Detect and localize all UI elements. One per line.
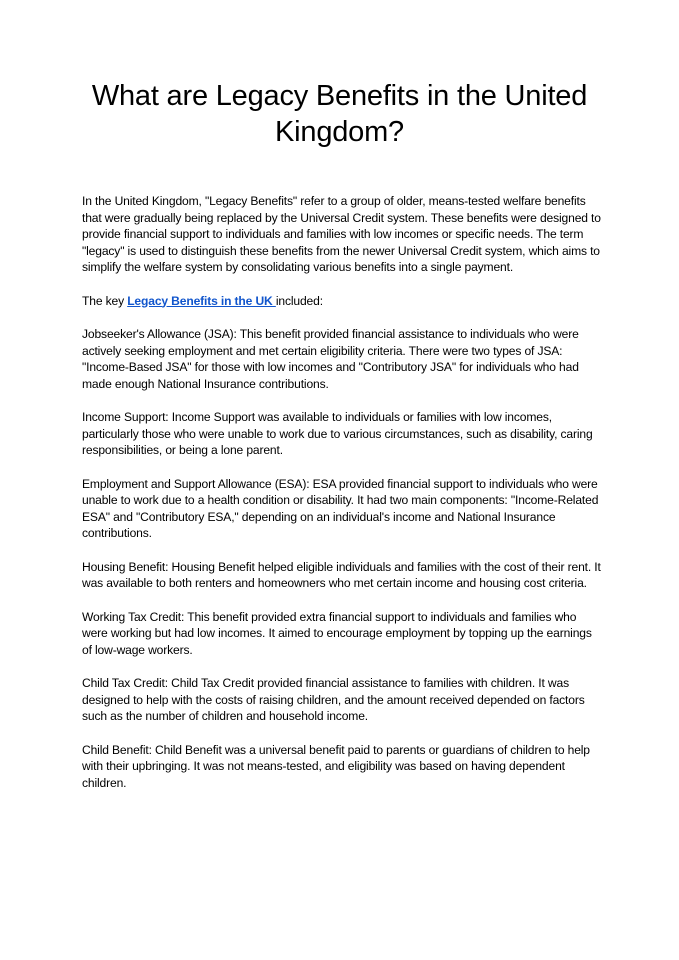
paragraph-housing-benefit: Housing Benefit: Housing Benefit helped eligible individuals and families with the cost of their rent. It was available to both renters and homeowners who met certain income and housing cost criteria. [82, 559, 601, 590]
key-intro-text: The key [82, 293, 128, 308]
paragraph-esa: Employment and Support Allowance (ESA): ESA provided financial support to individuals who were unable to work due to a health condition or disability. It had two main components: "Income-Related ESA" and "Contributory ESA," depending on an individual's income and National Insurance contributions. [82, 476, 599, 540]
document-body [82, 193, 602, 808]
paragraph-child-tax-credit: Child Tax Credit: Child Tax Credit provided financial assistance to families with children. It was designed to help with the costs of raising children, and the amount received depended on factors such as the number of children and household income. [82, 676, 585, 723]
legacy-benefits-link[interactable]: Legacy Benefits in the UK [127, 293, 276, 308]
key-benefits-intro [82, 293, 602, 310]
paragraph-child-benefit: Child Benefit: Child Benefit was a universal benefit paid to parents or guardians of children to help with their upbringing. It was not means-tested, and eligibility was based on having dependent children. [82, 742, 590, 790]
paragraph-jsa: Jobseeker's Allowance (JSA): This benefit provided financial assistance to individuals who were actively seeking employment and met certain eligibility criteria. There were two types of JSA: "Income-Based JSA" for those with low incomes and "Contributory JSA" for individuals who had made enough National Insurance contributions. [82, 327, 579, 391]
intro-paragraph: In the United Kingdom, "Legacy Benefits" refer to a group of older, means-tested welfare benefits that were gradually being replaced by the Universal Credit system. These benefits were designed to provide financial support to individuals and families with low incomes or specific needs. The term "legacy" is used to distinguish these benefits from the newer Universal Credit system, which aims to simplify the welfare system by consolidating various benefits into a single payment. [82, 194, 601, 274]
paragraph-working-tax-credit: Working Tax Credit: This benefit provided extra financial support to individuals and families who were working but had low incomes. It aimed to encourage employment by topping up the earnings of low-wage workers. [82, 609, 592, 657]
paragraph-income-support: Income Support: Income Support was available to individuals or families with low incomes, particularly those who were unable to work due to various circumstances, such as disability, caring responsibilities, or being a lone parent. [82, 410, 593, 457]
key-intro-suffix: included: [275, 293, 323, 308]
page-title: What are Legacy Benefits in the United Kingdom? [91, 80, 588, 148]
